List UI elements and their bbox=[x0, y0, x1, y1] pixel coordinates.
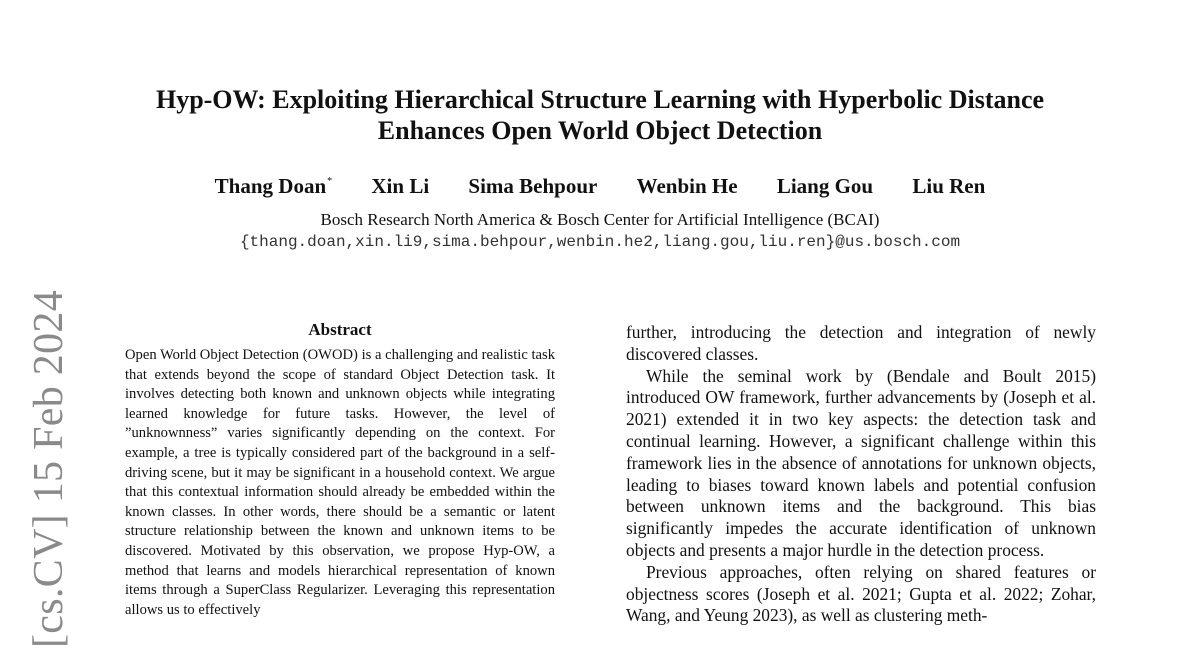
paper-title bbox=[0, 84, 1200, 146]
intro-paragraph-2: While the seminal work by (Bendale and Boult 2015) introduced OW framework, further advancements by (Joseph et al. 2021) extended it in two key aspects: the detection task and continual learning. However, a significant challenge within this framework lies in the absence of annotations for unknown objects, leading to biases toward known labels and potential confusion between unknown items and the background. This bias significantly impedes the accurate identification of unknown objects and presents a major hurdle in the detection process. bbox=[626, 365, 1096, 560]
abstract-heading: Abstract bbox=[308, 320, 372, 339]
intro-paragraph-1: further, introducing the detection and integration of newly discovered classes. bbox=[626, 322, 1096, 364]
abstract-text: Open World Object Detection (OWOD) is a challenging and realistic task that extends beyond the scope of standard Object Detection task. It involves detecting both known and unknown objects while integrating learned knowledge for future tasks. However, the level of ”unknownness” varies significantly depending on the context. For example, a tree is typically considered part of the background in a self-driving scene, but it may be significant in a household context. We argue that this contextual information should already be embedded within the known classes. In other words, there should be a semantic or latent structure relationship between the known and unknown items to be discovered. Motivated by this observation, we propose Hyp-OW, a method that learns and models hierarchical representation of known items through a SuperClass Regularizer. Leveraging this representation allows us to effectively bbox=[125, 347, 555, 618]
author-list bbox=[0, 174, 1200, 199]
author-emails: {thang.doan,xin.li9,sima.behpour,wenbin.he2,liang.gou,liu.ren}@us.bosch.com bbox=[239, 233, 961, 251]
author-5: Liang Gou bbox=[776, 174, 874, 198]
left-column bbox=[125, 320, 555, 620]
author-6: Liu Ren bbox=[912, 174, 986, 198]
arxiv-side-stamp: [cs.CV] 15 Feb 2024 bbox=[26, 289, 72, 648]
author-name: Thang Doan bbox=[214, 174, 327, 198]
intro-paragraph-3: Previous approaches, often relying on shared features or objectness scores (Joseph et al. 2021; Gupta et al. 2022; Zohar, Wang, and Yeung 2023), as well as clustering meth- bbox=[626, 561, 1096, 626]
paper-title-line-1: Hyp-OW: Exploiting Hierarchical Structure Learning with Hyperbolic Distance bbox=[155, 85, 1045, 114]
affiliation: Bosch Research North America & Bosch Center for Artificial Intelligence (BCAI) bbox=[320, 210, 880, 229]
author-3: Sima Behpour bbox=[468, 174, 598, 198]
author-1 bbox=[215, 174, 332, 199]
author-2: Xin Li bbox=[371, 174, 430, 198]
author-4: Wenbin He bbox=[636, 174, 738, 198]
corresponding-author-mark: * bbox=[327, 176, 333, 187]
right-column bbox=[626, 322, 1096, 627]
paper-title-line-2: Enhances Open World Object Detection bbox=[377, 116, 823, 145]
